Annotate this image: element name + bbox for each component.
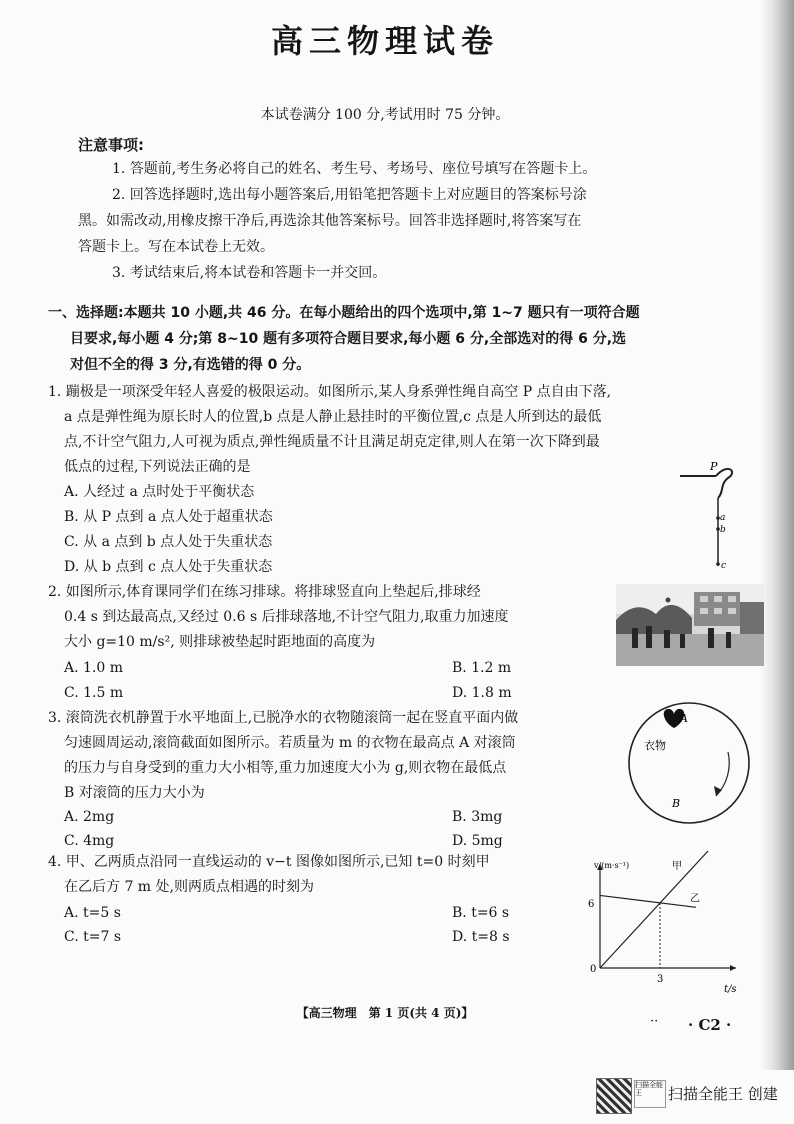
scanner-qr-icon [596, 1078, 632, 1114]
point-c [716, 562, 720, 566]
q4-option-b: B. t=6 s [452, 905, 510, 921]
label-c: c [721, 561, 727, 571]
label-b: b [720, 525, 726, 535]
q2-option-a: A. 1.0 m [64, 660, 124, 676]
q4-option-d: D. t=8 s [452, 929, 510, 945]
q3-option-b: B. 3mg [452, 809, 503, 825]
vt-chart [582, 850, 752, 1002]
bungee-figure [676, 456, 746, 572]
question-4: 4. 甲、乙两质点沿同一直线运动的 v−t 图像如图所示,已知 t=0 时刻甲 在乙后方 7 m 处,则两质点相遇的时刻为 [48, 854, 490, 895]
x-tick-label-0: 3 [657, 974, 664, 985]
score-line: 本试卷满分 100 分,考试用时 75 分钟。 [260, 107, 510, 123]
y-axis-label: v/(m·s⁻¹) [594, 861, 630, 870]
q3-option-d: D. 5mg [452, 833, 503, 849]
footer-dots: ·· [650, 1014, 659, 1029]
label-b: B [672, 797, 681, 810]
label-a: a [720, 513, 726, 523]
x-axis-arrow [730, 965, 736, 971]
page-footer: 【高三物理 第 1 页(共 4 页)】 [296, 1006, 474, 1020]
question-2: 2. 如图所示,体育课同学们在练习排球。将排球竖直向上垫起后,排球经 0.4 s 到达最高点,又经过 0.6 s 后排球落地,不计空气阻力,取重力加速度 大小 g=10 m/s², 则排球被垫起时距地面的高度为 [48, 584, 509, 650]
question-3: 3. 滚筒洗衣机静置于水平地面上,已脱净水的衣物随滚筒一起在竖直平面内做 匀速圆周运动,滚筒截面如图所示。若质量为 m 的衣物在最高点 A 对滚筒 的压力与自身受到的重力大小相等,重力加速度大小为 g,则衣物在最低点 B 对滚筒的压力大小为 [48, 710, 519, 801]
note-1: 1. 答题前,考生务必将自己的姓名、考生号、考场号、座位号填写在答题卡上。 [112, 161, 597, 177]
question-1: 1. 蹦极是一项深受年轻人喜爱的极限运动。如图所示,某人身系弹性绳自高空 P 点自由下落, a 点是弹性绳为原长时人的位置,b 点是人静止悬挂时的平衡位置,c 点是人所到达的最低 点,不计空气阻力,人可视为质点,弹性绳质量不计且满足胡克定律,则人在第一次下降到最 低点的过程,下列说法正确的是 [48, 384, 612, 475]
drum-circle [629, 703, 749, 823]
label-p: P [710, 460, 718, 473]
notes-list [78, 156, 718, 286]
q2-option-d: D. 1.8 m [452, 685, 512, 701]
origin-label: 0 [590, 964, 597, 975]
note-3: 3. 考试结束后,将本试卷和答题卡一并交回。 [112, 265, 387, 281]
q2-option-c: C. 1.5 m [64, 685, 124, 701]
q3-option-c: C. 4mg [64, 833, 115, 849]
y-tick-label-0: 6 [588, 899, 595, 910]
series-label-0: 甲 [672, 861, 682, 872]
paper-code: · C2 · [688, 1016, 732, 1034]
page-title: 高三物理试卷 [270, 22, 499, 60]
q4-option-a: A. t=5 s [64, 905, 121, 921]
note-2: 2. 回答选择题时,选出每小题答案后,用铅笔把答题卡上对应题目的答案标号涂 [112, 187, 587, 203]
label-clothes: 衣物 [644, 739, 666, 752]
series-line-1 [600, 895, 696, 907]
x-axis-label: t/s [724, 984, 737, 995]
q4-option-c: C. t=7 s [64, 929, 122, 945]
section-instructions: 一、选择题:本题共 10 小题,共 46 分。在每小题给出的四个选项中,第 1~7 题只有一项符合题 目要求,每小题 4 分;第 8~10 题有多项符合题目要求,每小题 6 分,全部选对的得 6 分,选 对但不全的得 3 分,有选错的得 0 分。 [48, 305, 640, 373]
series-label-1: 乙 [690, 893, 700, 905]
note-2-cont2: 答题卡上。写在本试卷上无效。 [78, 239, 274, 255]
notes-heading: 注意事项: [78, 136, 144, 154]
note-2-cont: 黑。如需改动,用橡皮擦干净后,再选涂其他答案标号。回答非选择题时,将答案写在 [78, 213, 582, 229]
label-a: A [680, 712, 688, 725]
q2-option-b: B. 1.2 m [452, 660, 512, 676]
q1-option-c: C. 从 a 点到 b 点人处于失重状态 [64, 534, 273, 550]
q3-option-a: A. 2mg [64, 809, 115, 825]
scan-edge-shadow [760, 0, 794, 1070]
scanner-badge: 扫描全能王 [634, 1080, 666, 1108]
scanner-watermark: 扫描全能王 创建 [668, 1085, 778, 1103]
drum-figure [624, 698, 754, 828]
volleyball-photo [616, 584, 764, 666]
jumper-figure [716, 469, 732, 498]
q1-option-b: B. 从 P 点到 a 点人处于超重状态 [64, 509, 273, 525]
q1-option-d: D. 从 b 点到 c 点人处于失重状态 [64, 559, 273, 575]
q1-option-a: A. 人经过 a 点时处于平衡状态 [64, 484, 255, 500]
